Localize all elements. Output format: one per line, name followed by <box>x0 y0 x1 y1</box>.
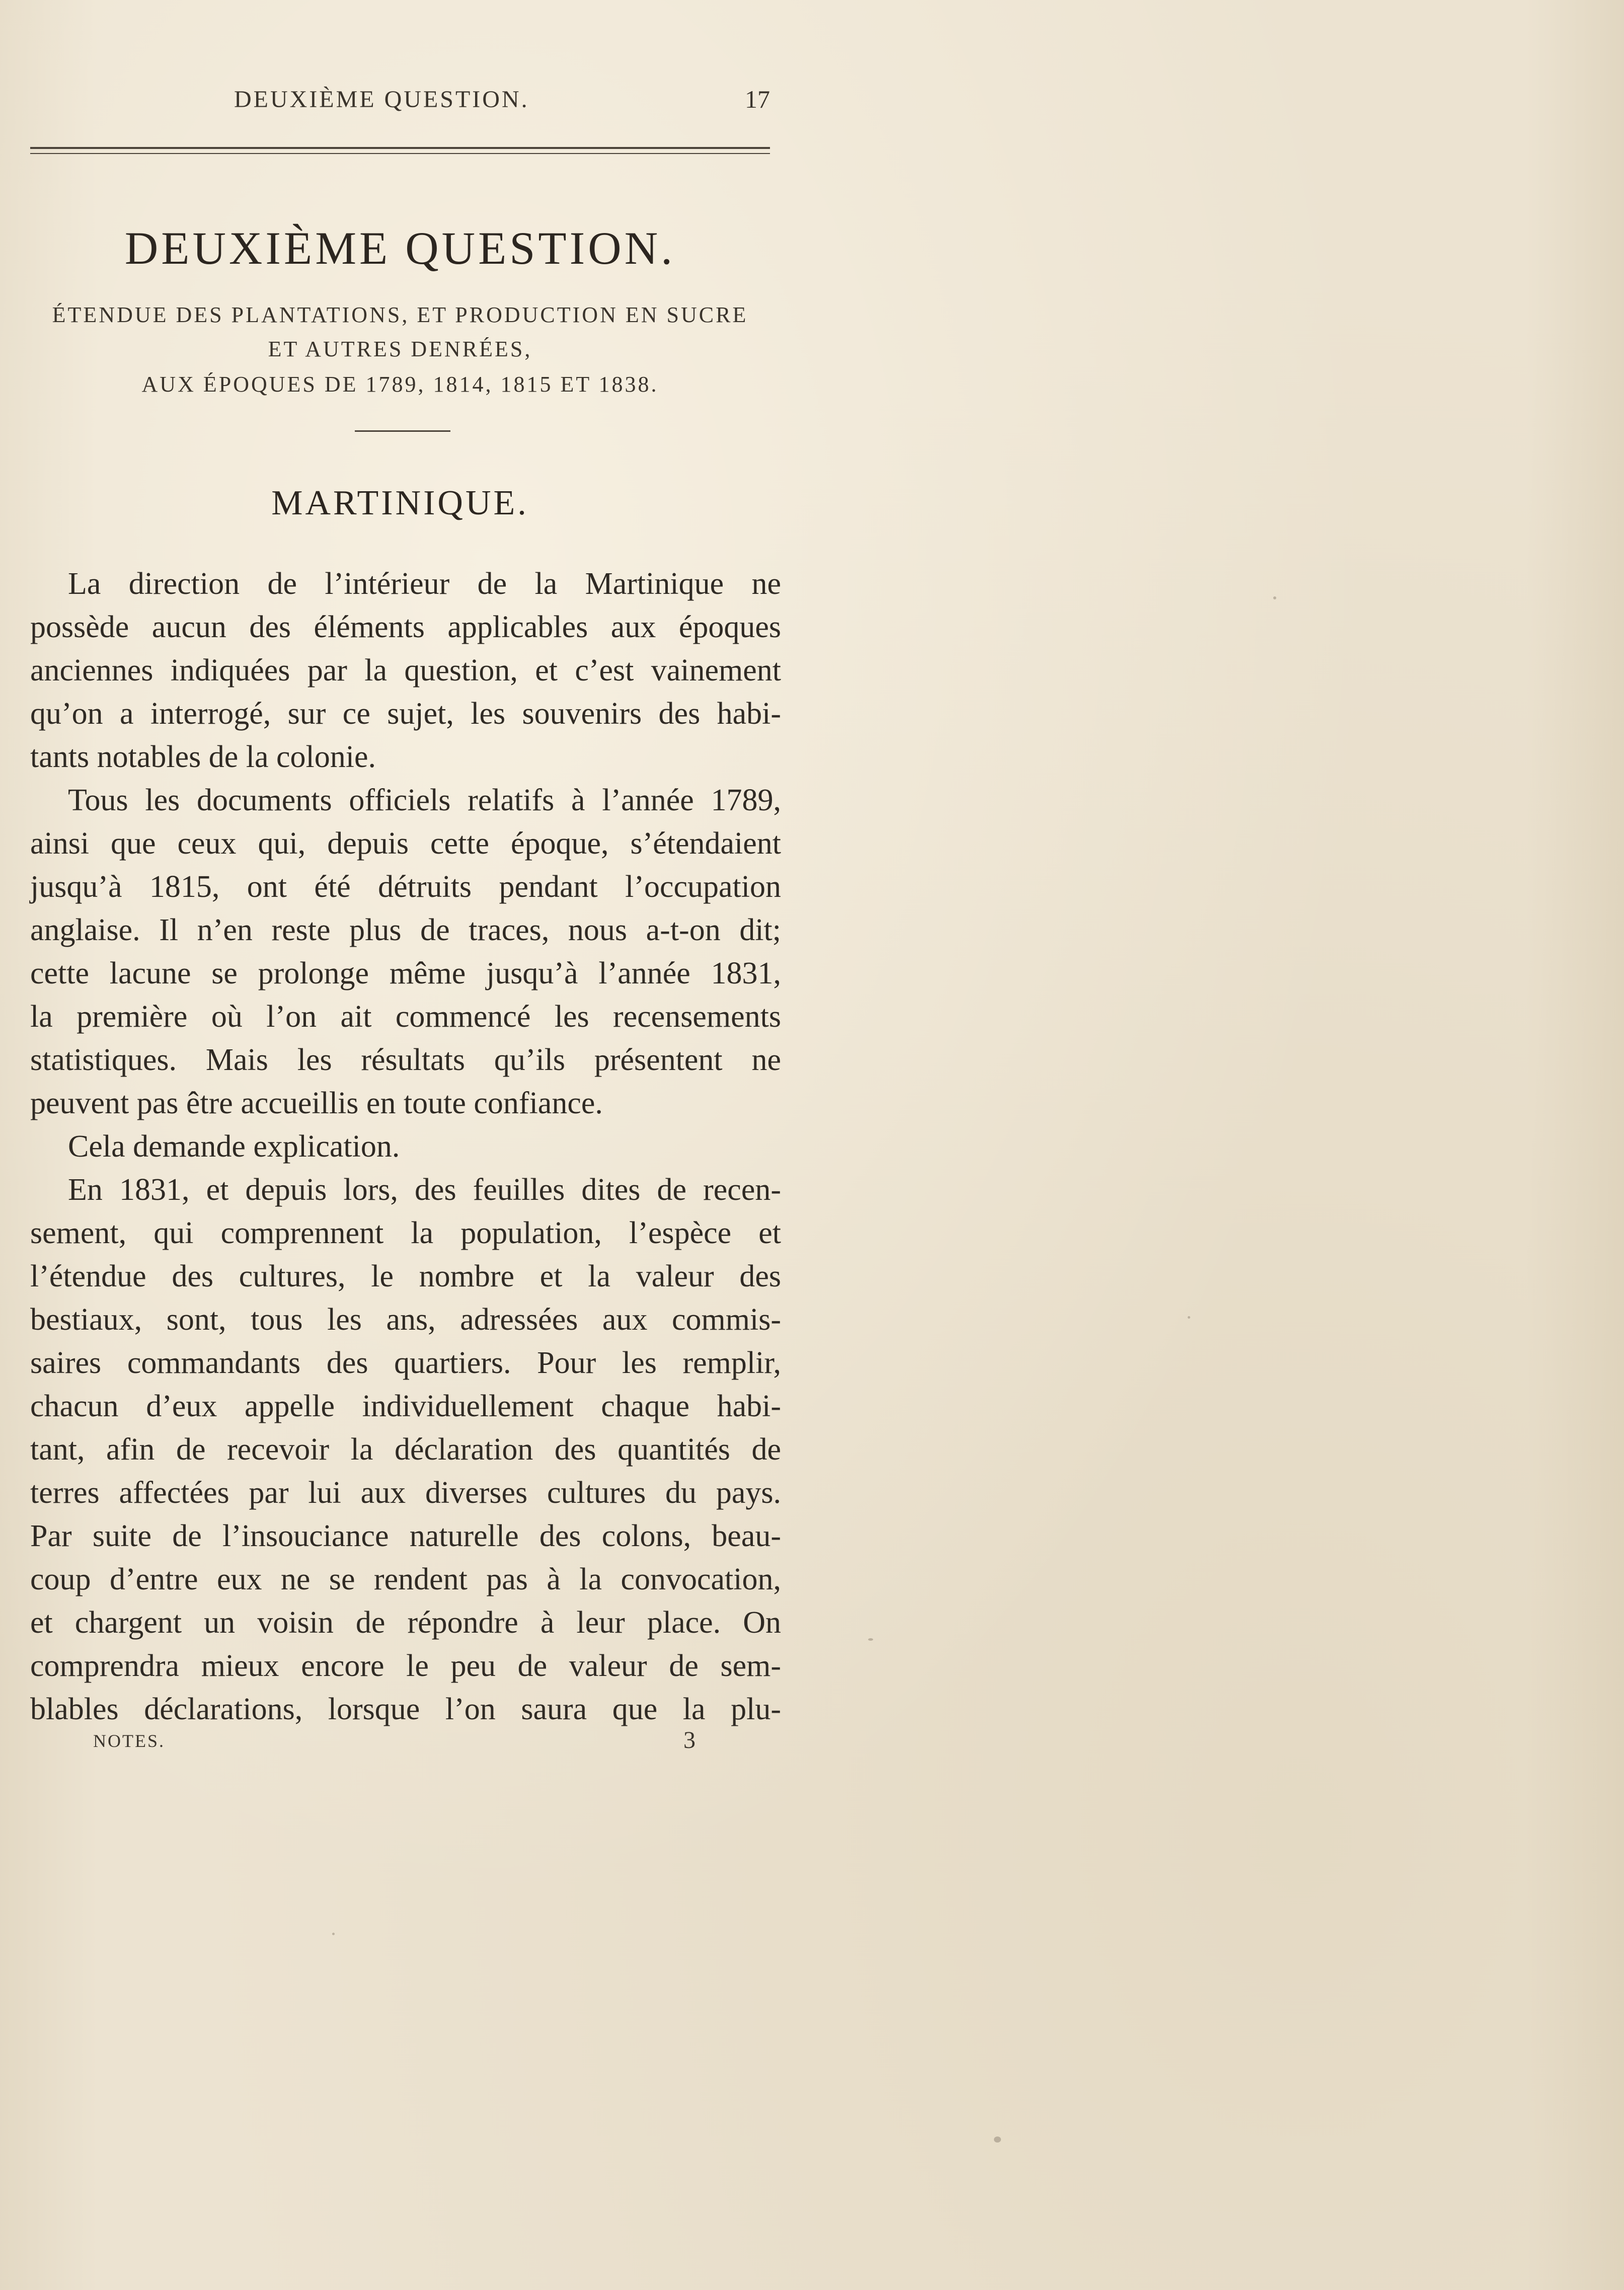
body-text-line: comprendra mieux encore le peu de valeur de sem- <box>30 1649 781 1683</box>
chapter-subtitle-line: ÉTENDUE DES PLANTATIONS, ET PRODUCTION EN SUCRE <box>52 302 748 327</box>
body-text-line: La direction de l’intérieur de la Martinique ne <box>68 567 781 601</box>
page-number: 17 <box>745 85 770 113</box>
body-text-line: ainsi que ceux qui, depuis cette époque, s’étendaient <box>30 826 781 861</box>
header-double-rule <box>30 147 770 154</box>
body-text-line: Par suite de l’insouciance naturelle des colons, beau- <box>30 1519 781 1553</box>
running-title: DEUXIÈME QUESTION. <box>234 86 529 113</box>
paper-speck <box>332 1933 335 1935</box>
body-text-line: Cela demande explication. <box>68 1129 400 1164</box>
body-text-line: terres affectées par lui aux diverses cultures du pays. <box>30 1476 781 1510</box>
body-text-line: qu’on a interrogé, sur ce sujet, les souvenirs des habi- <box>30 697 781 731</box>
body-text-line: tants notables de la colonie. <box>30 740 376 774</box>
section-title: MARTINIQUE. <box>271 484 529 522</box>
running-head <box>30 81 770 121</box>
body-text-line: sement, qui comprennent la population, l’espèce et <box>30 1216 781 1250</box>
body-text-line: la première où l’on ait commencé les recensements <box>30 1000 781 1034</box>
body-text-line: l’étendue des cultures, le nombre et la valeur des <box>30 1259 781 1293</box>
body-text-line: En 1831, et depuis lors, des feuilles dites de recen- <box>68 1173 781 1207</box>
body-text-line: peuvent pas être accueillis en toute confiance. <box>30 1086 603 1120</box>
signature-number: 3 <box>683 1727 695 1753</box>
paper-speck <box>1273 596 1276 599</box>
section-divider-rule <box>355 430 450 432</box>
body-text-line: chacun d’eux appelle individuellement chaque habi- <box>30 1389 781 1423</box>
body-text-line: blables déclarations, lorsque l’on saura que la plu- <box>30 1692 781 1726</box>
body-text-line: et chargent un voisin de répondre à leur place. On <box>30 1606 781 1640</box>
paper-speck <box>868 1638 873 1641</box>
body-text-line: anglaise. Il n’en reste plus de traces, nous a-t-on dit; <box>30 913 781 947</box>
body-text-line: possède aucun des éléments applicables aux époques <box>30 610 781 644</box>
chapter-subtitle-line: AUX ÉPOQUES DE 1789, 1814, 1815 ET 1838. <box>141 372 659 397</box>
body-text-line: anciennes indiquées par la question, et c’est vainement <box>30 653 781 688</box>
paper-speck <box>1188 1316 1190 1319</box>
body-text-line: jusqu’à 1815, ont été détruits pendant l’occupation <box>30 870 781 904</box>
body-text-line: bestiaux, sont, tous les ans, adressées aux commis- <box>30 1303 781 1337</box>
paper-speck <box>994 2136 1001 2143</box>
chapter-subtitle-line: ET AUTRES DENRÉES, <box>268 337 532 361</box>
body-text-line: cette lacune se prolonge même jusqu’à l’année 1831, <box>30 956 781 990</box>
body-text-line: saires commandants des quartiers. Pour les remplir, <box>30 1346 781 1380</box>
chapter-title: DEUXIÈME QUESTION. <box>124 222 676 274</box>
body-text-line: coup d’entre eux ne se rendent pas à la convocation, <box>30 1562 781 1596</box>
body-text-line: Tous les documents officiels relatifs à l’année 1789, <box>68 783 781 817</box>
body-text-line: tant, afin de recevoir la déclaration des quantités de <box>30 1432 781 1467</box>
signature-mark: NOTES. <box>93 1731 165 1751</box>
body-text-line: statistiques. Mais les résultats qu’ils présentent ne <box>30 1043 781 1077</box>
